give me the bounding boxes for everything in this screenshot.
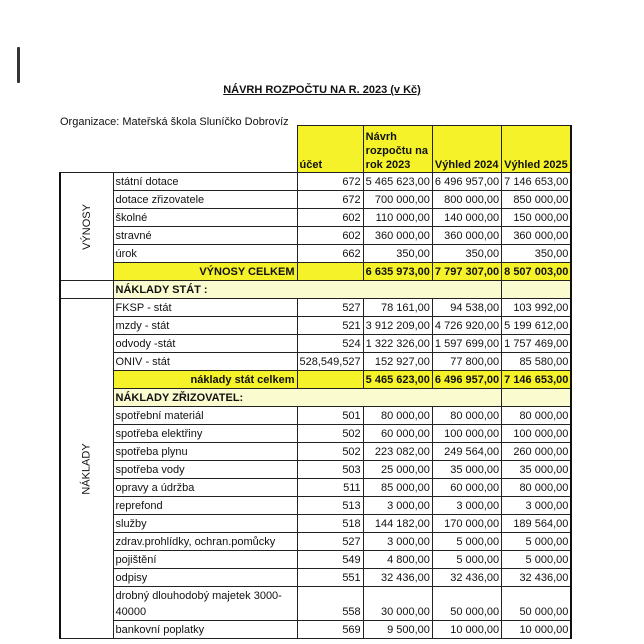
item-2025: 5 199 612,00 [502, 317, 572, 335]
item-name: spotřeba plynu [113, 443, 297, 461]
item-2025: 85 580,00 [502, 353, 572, 371]
item-2023: 4 800,00 [363, 551, 432, 569]
item-2023: 3 912 209,00 [363, 317, 432, 335]
item-2024: 50 000,00 [432, 587, 501, 621]
header-proposal-2023: Návrh rozpočtu na rok 2023 [363, 126, 432, 173]
revenues-section [60, 173, 113, 281]
item-account: 662 [297, 245, 363, 263]
item-account: 502 [297, 425, 363, 443]
item-name: pojištění [113, 551, 297, 569]
item-name: mzdy - stát [113, 317, 297, 335]
item-account: 527 [297, 533, 363, 551]
item-2023: 700 000,00 [363, 191, 432, 209]
item-account: 528,549,527 [297, 353, 363, 371]
table-row [60, 569, 571, 587]
table-row [60, 299, 571, 317]
table-row [60, 533, 571, 551]
revenues-total-row [60, 263, 571, 281]
item-2025: 260 000,00 [502, 443, 572, 461]
item-2023: 9 500,00 [363, 621, 432, 639]
item-name: dotace zřizovatele [113, 191, 297, 209]
item-2025: 5 000,00 [502, 533, 572, 551]
item-account: 527 [297, 299, 363, 317]
item-2024: 1 597 699,00 [432, 335, 501, 353]
item-2024: 170 000,00 [432, 515, 501, 533]
founder-costs-heading [60, 389, 571, 407]
header-outlook-2024: Výhled 2024 [432, 126, 501, 173]
header-outlook-2025: Výhled 2025 [502, 126, 572, 173]
item-2023: 360 000,00 [363, 227, 432, 245]
item-2023: 32 436,00 [363, 569, 432, 587]
state-costs-total-row [60, 371, 571, 389]
table-row [60, 335, 571, 353]
item-name: opravy a údržba [113, 479, 297, 497]
item-2023: 78 161,00 [363, 299, 432, 317]
item-2024: 360 000,00 [432, 227, 501, 245]
document-title: NÁVRH ROZPOČTU NA R. 2023 (v Kč) [223, 84, 421, 96]
item-2023: 60 000,00 [363, 425, 432, 443]
item-2025: 1 757 469,00 [502, 335, 572, 353]
item-account: 672 [297, 191, 363, 209]
item-account: 551 [297, 569, 363, 587]
item-2024: 4 726 920,00 [432, 317, 501, 335]
item-2025: 80 000,00 [502, 479, 572, 497]
item-account: 502 [297, 443, 363, 461]
item-name: odpisy [113, 569, 297, 587]
item-2025: 5 000,00 [502, 551, 572, 569]
item-account: 672 [297, 173, 363, 191]
item-2024: 350,00 [432, 245, 501, 263]
total-label: náklady stát celkem [113, 371, 297, 389]
item-2024: 35 000,00 [432, 461, 501, 479]
item-name: státní dotace [113, 173, 297, 191]
item-2023: 80 000,00 [363, 407, 432, 425]
total-2025: 7 146 653,00 [502, 371, 572, 389]
item-2025: 350,00 [502, 245, 572, 263]
item-2024: 800 000,00 [432, 191, 501, 209]
item-name: reprefond [113, 497, 297, 515]
item-name: bankovní poplatky [113, 621, 297, 639]
header-row [60, 126, 571, 173]
item-account: 511 [297, 479, 363, 497]
total-2024: 7 797 307,00 [432, 263, 501, 281]
item-name: drobný dlouhodobý majetek 3000-40000 [113, 587, 297, 621]
item-2023: 3 000,00 [363, 533, 432, 551]
table-row [60, 407, 571, 425]
table-row [60, 497, 571, 515]
table-row [60, 353, 571, 371]
item-2023: 30 000,00 [363, 587, 432, 621]
total-account-blank [297, 371, 363, 389]
item-account: 503 [297, 461, 363, 479]
item-2025: 3 000,00 [502, 497, 572, 515]
item-name: odvody -stát [113, 335, 297, 353]
table-row [60, 515, 571, 533]
item-2023: 110 000,00 [363, 209, 432, 227]
item-2024: 6 496 957,00 [432, 173, 501, 191]
total-2025: 8 507 003,00 [502, 263, 572, 281]
item-2024: 100 000,00 [432, 425, 501, 443]
item-2023: 350,00 [363, 245, 432, 263]
item-account: 558 [297, 587, 363, 621]
table-row [60, 245, 571, 263]
total-label: VÝNOSY CELKEM [113, 263, 297, 281]
item-2023: 5 465 623,00 [363, 173, 432, 191]
item-2023: 144 182,00 [363, 515, 432, 533]
table-row [60, 191, 571, 209]
item-name: FKSP - stát [113, 299, 297, 317]
table-row [60, 227, 571, 245]
item-2025: 100 000,00 [502, 425, 572, 443]
header-account: účet [297, 126, 363, 173]
table-row [60, 479, 571, 497]
heading-blank [502, 281, 572, 299]
budget-table [59, 125, 572, 639]
item-2025: 360 000,00 [502, 227, 572, 245]
item-2024: 77 800,00 [432, 353, 501, 371]
total-2024: 6 496 957,00 [432, 371, 501, 389]
item-account: 549 [297, 551, 363, 569]
scan-mark [17, 47, 20, 83]
costs-section [60, 299, 113, 639]
item-2025: 35 000,00 [502, 461, 572, 479]
item-2024: 10 000,00 [432, 621, 501, 639]
side-blank [60, 281, 113, 299]
costs-section-label: NÁKLADY [80, 442, 93, 495]
item-account: 501 [297, 407, 363, 425]
item-name: úrok [113, 245, 297, 263]
item-2024: 3 000,00 [432, 497, 501, 515]
item-name: ONIV - stát [113, 353, 297, 371]
table-row [60, 621, 571, 639]
item-name: spotřeba elektřiny [113, 425, 297, 443]
table-row [60, 173, 571, 191]
total-2023: 5 465 623,00 [363, 371, 432, 389]
item-2023: 3 000,00 [363, 497, 432, 515]
item-2024: 140 000,00 [432, 209, 501, 227]
table-row [60, 461, 571, 479]
total-account-blank [297, 263, 363, 281]
heading-blank [502, 389, 572, 407]
item-account: 518 [297, 515, 363, 533]
state-costs-heading-label: NÁKLADY STÁT : [113, 281, 502, 299]
item-2025: 32 436,00 [502, 569, 572, 587]
item-2023: 223 082,00 [363, 443, 432, 461]
item-2024: 94 538,00 [432, 299, 501, 317]
item-2025: 103 992,00 [502, 299, 572, 317]
table-row [60, 443, 571, 461]
item-2024: 5 000,00 [432, 533, 501, 551]
item-2025: 189 564,00 [502, 515, 572, 533]
table-row [60, 209, 571, 227]
item-2025: 7 146 653,00 [502, 173, 572, 191]
item-2024: 80 000,00 [432, 407, 501, 425]
item-account: 602 [297, 227, 363, 245]
item-2025: 50 000,00 [502, 587, 572, 621]
total-2023: 6 635 973,00 [363, 263, 432, 281]
item-2023: 152 927,00 [363, 353, 432, 371]
state-costs-heading [60, 281, 571, 299]
revenues-section-label: VÝNOSY [80, 203, 93, 250]
founder-costs-heading-label: NÁKLADY ZŘIZOVATEL: [113, 389, 502, 407]
item-2023: 85 000,00 [363, 479, 432, 497]
item-name: stravné [113, 227, 297, 245]
item-account: 569 [297, 621, 363, 639]
item-account: 521 [297, 317, 363, 335]
item-2025: 150 000,00 [502, 209, 572, 227]
item-2024: 60 000,00 [432, 479, 501, 497]
item-2024: 32 436,00 [432, 569, 501, 587]
table-row [60, 551, 571, 569]
item-account: 513 [297, 497, 363, 515]
item-2024: 249 564,00 [432, 443, 501, 461]
item-2025: 80 000,00 [502, 407, 572, 425]
item-name: spotřeba vody [113, 461, 297, 479]
table-row [60, 317, 571, 335]
item-2023: 1 322 326,00 [363, 335, 432, 353]
item-2025: 10 000,00 [502, 621, 572, 639]
organization-label: Organizace: Mateřská škola Sluníčko Dobrovíz [60, 116, 289, 128]
item-name: služby [113, 515, 297, 533]
item-name: školné [113, 209, 297, 227]
item-account: 524 [297, 335, 363, 353]
item-name: zdrav.prohlídky, ochran.pomůcky [113, 533, 297, 551]
item-2023: 25 000,00 [363, 461, 432, 479]
item-name: spotřební materiál [113, 407, 297, 425]
table-row [60, 587, 571, 621]
item-2025: 850 000,00 [502, 191, 572, 209]
table-row [60, 425, 571, 443]
item-account: 602 [297, 209, 363, 227]
item-2024: 5 000,00 [432, 551, 501, 569]
